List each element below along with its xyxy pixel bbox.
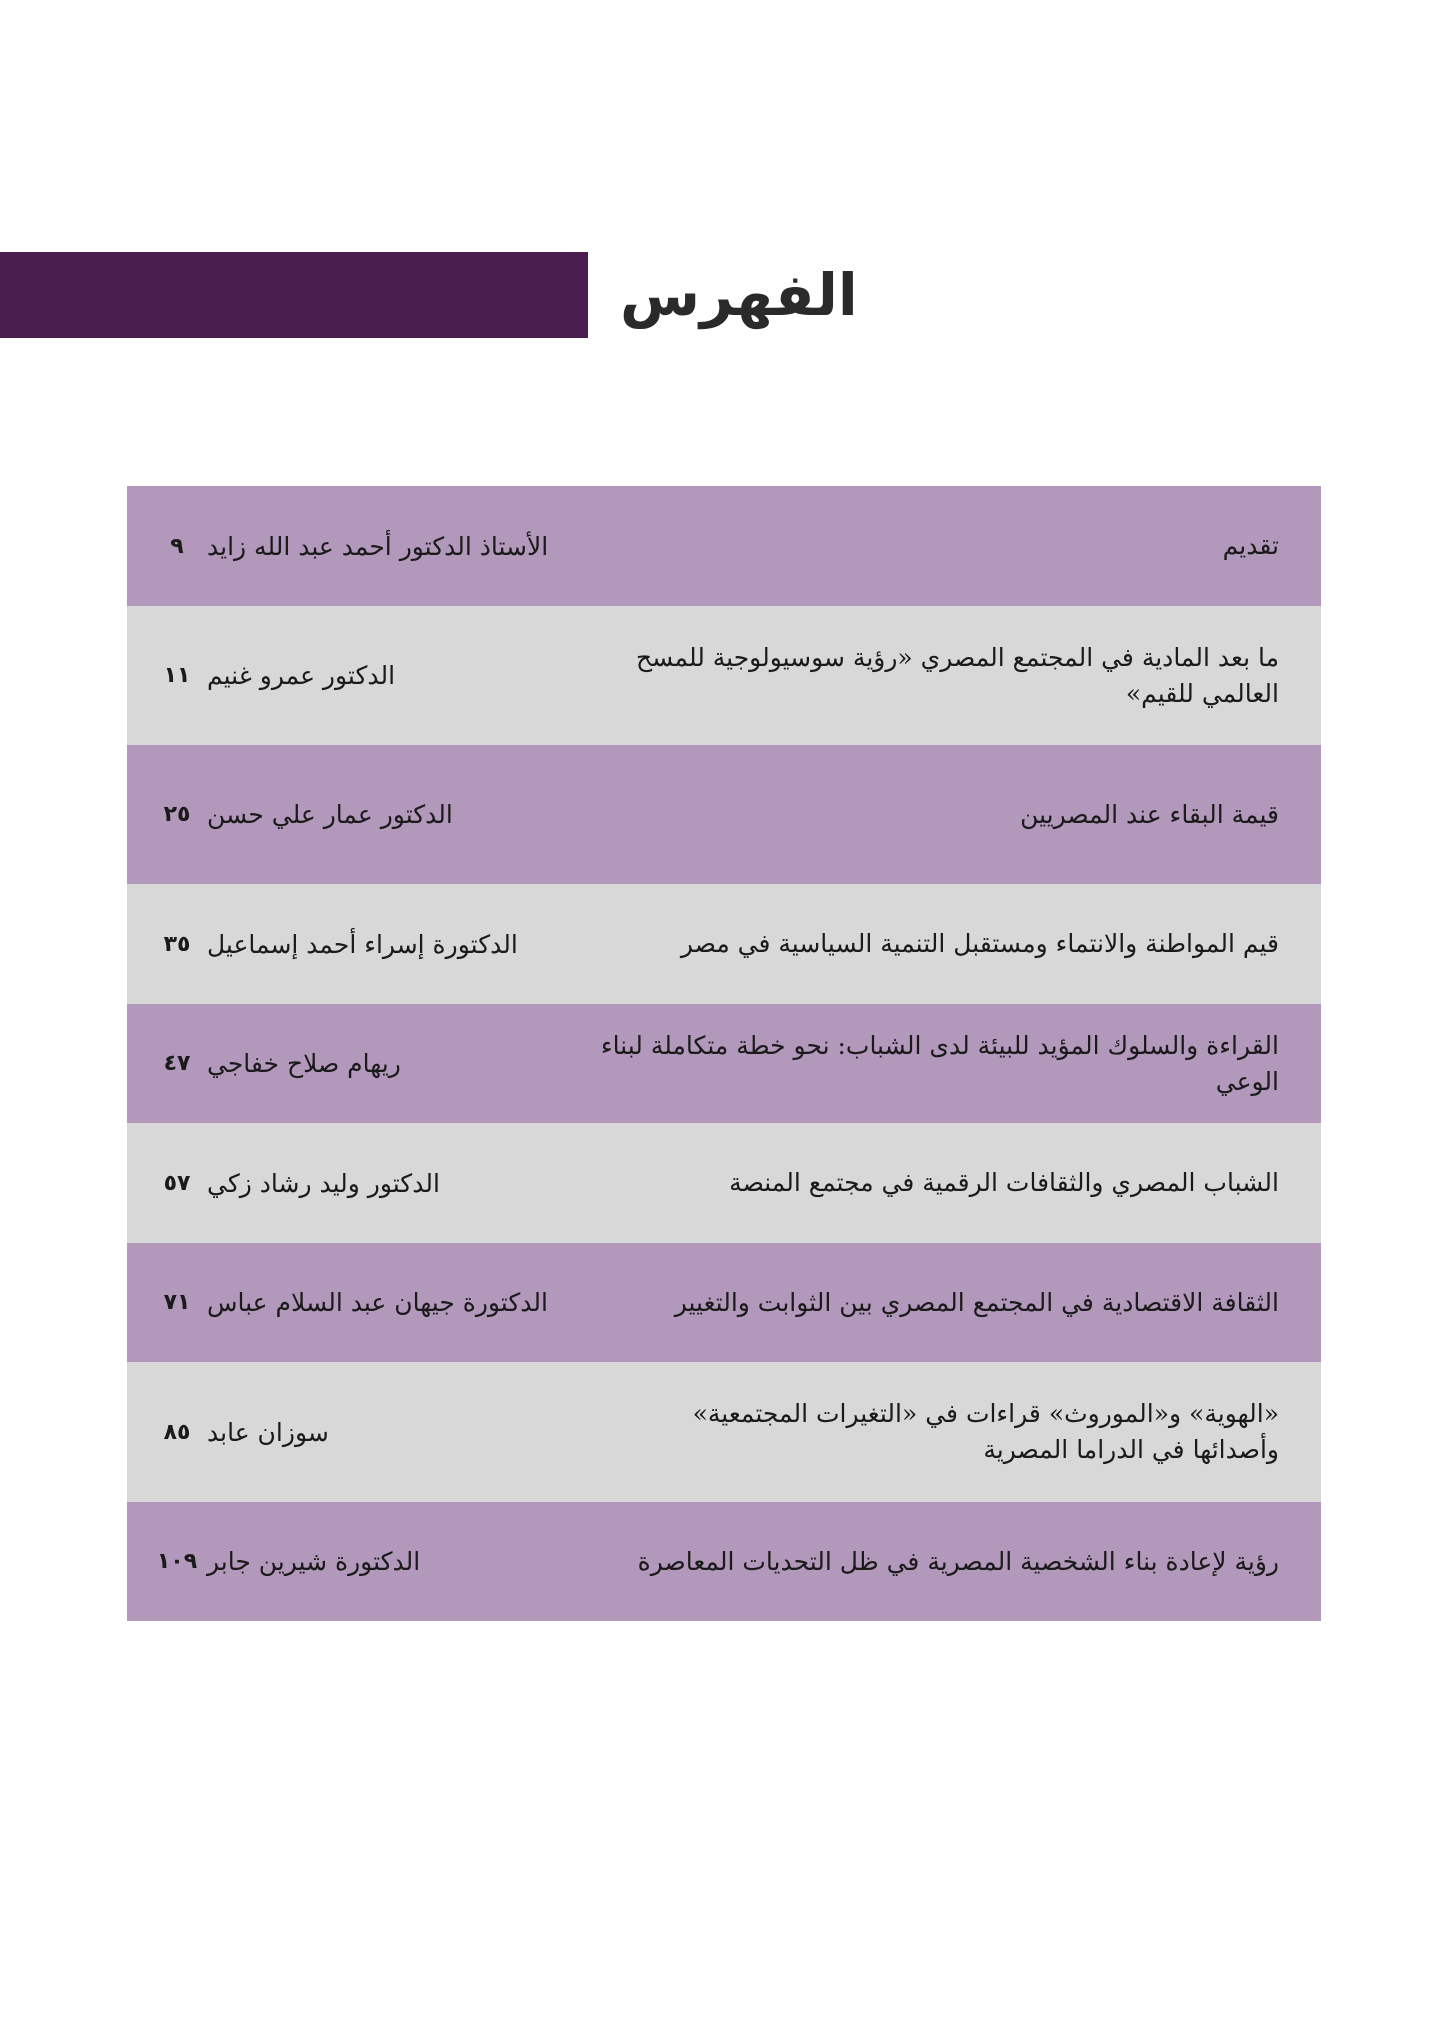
toc-page-number: ٧١ [163,1290,191,1315]
toc-title: الشباب المصري والثقافات الرقمية في مجتمع المنصة [729,1168,1279,1197]
toc-title: قيم المواطنة والانتماء ومستقبل التنمية السياسية في مصر [680,929,1279,958]
toc-page-number: ٤٧ [163,1051,191,1076]
toc-author: الدكتورة شيرين جابر [207,1547,421,1576]
toc-title: الثقافة الاقتصادية في المجتمع المصري بين الثوابت والتغيير [674,1287,1279,1317]
toc-row[interactable] [127,1243,1321,1362]
toc-title: قيمة البقاء عند المصريين [1020,799,1279,829]
page-title: الفهرس [620,261,858,329]
toc-page-number: ٨٥ [163,1419,191,1445]
header-accent-bar [0,252,588,338]
toc-author: سوزان عابد [207,1417,329,1447]
toc-page-number: ٣٥ [163,931,191,957]
toc-title: رؤية لإعادة بناء الشخصية المصرية في ظل التحديات المعاصرة [637,1546,1279,1576]
table-of-contents [127,486,1321,1621]
toc-row[interactable] [127,1502,1321,1621]
toc-title: تقديم [1222,531,1279,560]
toc-author: الدكتور وليد رشاد زكي [207,1168,440,1198]
toc-page-number: ٩ [170,533,184,559]
toc-author: الدكتورة جيهان عبد السلام عباس [207,1288,548,1317]
toc-row[interactable] [127,745,1321,884]
toc-row[interactable] [127,1123,1321,1243]
toc-row[interactable] [127,606,1321,745]
toc-page-number: ٥٧ [163,1170,191,1196]
toc-row[interactable] [127,884,1321,1004]
toc-title: «الهوية» و«الموروث» قراءات في «التغيرات المجتمعية» وأصدائها في الدراما المصرية [692,1399,1279,1464]
toc-author: الدكتور عمار علي حسن [207,800,453,829]
toc-title: ما بعد المادية في المجتمع المصري «رؤية سوسيولوجية للمسح العالمي للقيم» [636,642,1279,708]
toc-page-number: ١١ [163,663,191,688]
toc-row[interactable] [127,486,1321,606]
toc-author: ريهام صلاح خفاجي [207,1049,401,1078]
toc-page-number: ٢٥ [163,802,191,827]
toc-page-number: ١٠٩ [156,1549,198,1574]
toc-author: الدكتور عمرو غنيم [207,661,396,690]
toc-author: الأستاذ الدكتور أحمد عبد الله زايد [207,531,549,561]
toc-row[interactable] [127,1004,1321,1123]
toc-title: القراءة والسلوك المؤيد للبيئة لدى الشباب: نحو خطة متكاملة لبناء الوعي [600,1030,1279,1096]
toc-author: الدكتورة إسراء أحمد إسماعيل [207,929,518,959]
toc-row[interactable] [127,1362,1321,1502]
